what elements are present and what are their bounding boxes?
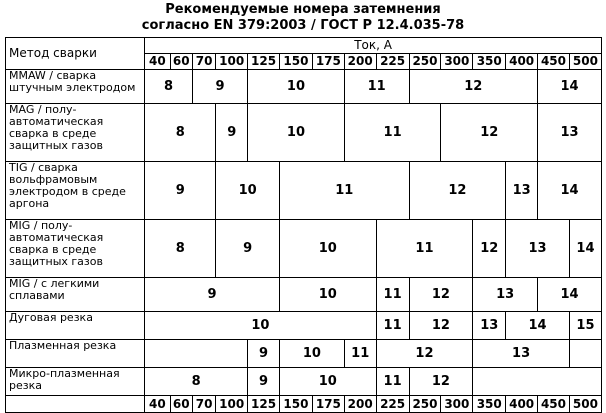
shade-number: 10 [216,162,280,220]
current-header: Ток, А [145,38,602,54]
shade-number: 12 [473,220,506,278]
current-value: 175 [312,54,344,70]
shade-number: 14 [538,162,602,220]
shade-number: 9 [248,368,280,396]
current-value: 225 [376,54,409,70]
table-row [6,70,602,104]
current-value: 500 [569,54,601,70]
shade-number: 10 [280,368,377,396]
title-line-2: согласно EN 379:2003 / ГОСТ Р 12.4.035-78 [141,18,465,33]
shade-number: 12 [376,340,473,368]
current-value: 70 [192,54,215,70]
welding-method: Дуговая резка [6,312,145,340]
shade-number: 14 [538,70,602,104]
table-row [6,162,602,220]
current-value-footer: 400 [506,396,538,413]
current-value-footer: 60 [170,396,192,413]
table-row [6,278,602,312]
current-value-footer: 225 [376,396,409,413]
shade-number: 11 [344,104,441,162]
shade-number: 11 [280,162,410,220]
current-value-footer: 70 [192,396,215,413]
current-value-footer: 350 [473,396,506,413]
shade-number: 10 [280,340,345,368]
shade-number: 13 [506,220,570,278]
shade-number: 14 [538,278,602,312]
current-value: 450 [538,54,570,70]
current-value: 40 [145,54,170,70]
shade-number: 9 [216,104,248,162]
shade-number: 11 [376,312,409,340]
shade-number-table [5,37,602,413]
shade-number: 10 [280,220,377,278]
shade-number: 11 [376,220,473,278]
current-value: 200 [344,54,376,70]
shade-number: 11 [376,278,409,312]
shade-number: 12 [409,70,538,104]
shade-number: 13 [538,104,602,162]
shade-number: 12 [409,162,506,220]
shade-number: 12 [441,104,538,162]
shade-number: 8 [145,368,248,396]
current-value-footer: 200 [344,396,376,413]
table-row [6,368,602,396]
current-value: 100 [216,54,248,70]
shade-number: 9 [192,70,247,104]
current-value-footer: 125 [248,396,280,413]
table-row [6,312,602,340]
current-value-footer: 100 [216,396,248,413]
shade-number: 12 [409,368,473,396]
current-value: 350 [473,54,506,70]
current-value: 125 [248,54,280,70]
empty-cell [145,340,248,368]
empty-cell [473,368,602,396]
shade-number: 15 [569,312,601,340]
table-row [6,104,602,162]
current-value-footer: 450 [538,396,570,413]
shade-number: 10 [145,312,377,340]
shade-number: 8 [145,220,216,278]
shade-number: 12 [409,278,473,312]
shade-number: 13 [473,340,570,368]
current-value-footer: 40 [145,396,170,413]
welding-method: Плазменная резка [6,340,145,368]
welding-method: MIG / полу-автоматическая сварка в среде защитных газов [6,220,145,278]
shade-number: 8 [145,70,193,104]
shade-number: 9 [216,220,280,278]
shade-number: 10 [280,278,377,312]
shade-number: 14 [569,220,601,278]
current-value: 300 [441,54,473,70]
shade-number: 13 [473,312,506,340]
shade-number: 9 [145,278,280,312]
shade-number: 8 [145,104,216,162]
table-row [6,220,602,278]
current-value-footer: 250 [409,396,441,413]
title-line-1: Рекомендуемые номера затемнения [165,2,441,17]
current-value: 60 [170,54,192,70]
current-value: 250 [409,54,441,70]
shade-number: 11 [344,70,409,104]
current-value: 150 [280,54,313,70]
current-value: 400 [506,54,538,70]
table-title [0,2,606,34]
current-value-footer: 150 [280,396,313,413]
shade-number: 9 [145,162,216,220]
shade-number: 14 [506,312,570,340]
shade-number: 11 [344,340,376,368]
shade-number: 10 [248,104,345,162]
empty-cell [569,340,601,368]
welding-method: MIG / с легкими сплавами [6,278,145,312]
welding-method: MMAW / сварка штучным электродом [6,70,145,104]
welding-method: Микро-плазменная резка [6,368,145,396]
shade-number: 9 [248,340,280,368]
current-value-footer: 500 [569,396,601,413]
shade-number: 13 [506,162,538,220]
shade-number: 12 [409,312,473,340]
method-header: Метод сварки [6,38,145,70]
welding-method: MAG / полу-автоматическая сварка в среде защитных газов [6,104,145,162]
welding-method: TIG / сварка вольфрамовым электродом в среде аргона [6,162,145,220]
shade-number: 11 [376,368,409,396]
current-value-footer: 300 [441,396,473,413]
table-row [6,340,602,368]
shade-number: 10 [248,70,345,104]
shade-number: 13 [473,278,538,312]
current-value-footer: 175 [312,396,344,413]
